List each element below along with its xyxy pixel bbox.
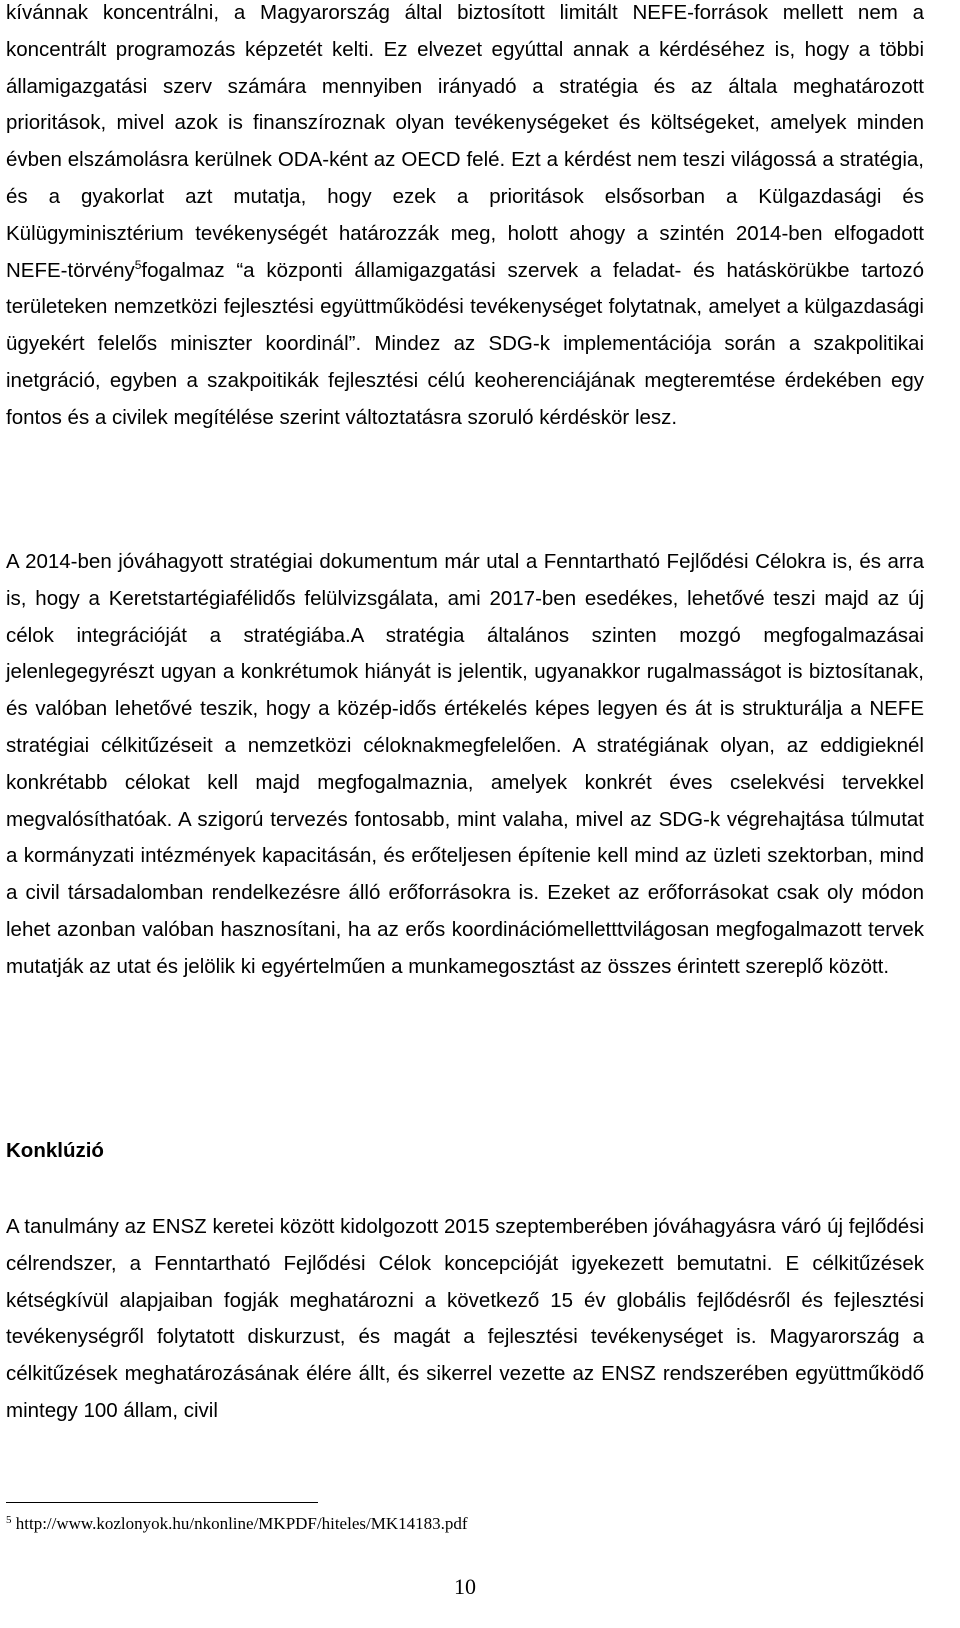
paragraph-1-text-part-a: kívánnak koncentrálni, a Magyarország által biztosított limitált NEFE-források mellett nem a koncentrált programozás képzetét kelti. Ez elvezet egyúttal annak a kérdéséhez is, hogy a többi államigazgatási szerv számára mennyiben irányadó a stratégia és az általa meghatározott prioritások, mivel azok is finanszíroznak olyan tevékenységeket és költségeket, amelyek minden évben elszámolásra kerülnek ODA-ként az OECD felé. Ezt a kérdést nem teszi világossá a stratégia, és a gyakorlat azt mutatja, hogy ezek a prioritások elsősorban a Külgazdasági és Külügyminisztérium tevékenységét határozzák meg, holott ahogy a szintén 2014-ben elfogadott NEFE-törvény (6, 1, 924, 282)
footnote-reference: 5 (134, 257, 142, 272)
paragraph-1-text-part-b: fogalmaz “a központi államigazgatási szervek a feladat- és hatáskörükbe tartozó területeken nemzetközi fejlesztési együttműködési tevékenységet folytatnak, amelyet a külgazdasági ügyekért felelős miniszter koordinál”. Mindez az SDG-k implementációja során a szakpolitikai inetgráció, egyben a szakpoitikák fejlesztési célú keoherenciájának megteremtése érdekében egy fontos és a civilek megítélése szerint változtatásra szoruló kérdéskör lesz. (6, 258, 924, 429)
body-paragraph-2: A 2014-ben jóváhagyott stratégiai dokumentum már utal a Fenntartható Fejlődési Célokra is, és arra is, hogy a Keretstartégiafélidős felülvizsgálata, ami 2017-ben esedékes, lehetővé teszi majd az új célok integrációját a stratégiába.A stratégia általános szinten mozgó megfogalmazásai jelenlegegyrészt ugyan a konkrétumok hiányát is jelentik, ugyanakkor rugalmasságot is biztosítanak, és valóban lehetővé teszik, hogy a közép-idős értékelés képes legyen és át is strukturálja a NEFE stratégiai célkitűzéseit a nemzetközi céloknakmegfelelően. A stratégiának olyan, az eddigieknél konkrétabb célokat kell majd megfogalmaznia, amelyek konkrét éves cselekvési tervekkel megvalósíthatóak. A szigorú tervezés fontosabb, mint valaha, mivel az SDG-k végrehajtása túlmutat a kormányzati intézmények kapacitásán, és erőteljesen építenie kell mind az üzleti szektorban, mind a civil társadalomban rendelkezésre álló erőforrásokra is. Ezeket az erőforrásokat csak oly módon lehet azonban valóban hasznosítani, ha az erős koordinációmelletttvilágosan megfogalmazott tervek mutatják az utat és jelölik ki egyértelműen a munkamegosztást az összes érintett szereplő között. (6, 550, 924, 978)
footnote-url: http://www.kozlonyok.hu/nkonline/MKPDF/hiteles/MK14183.pdf (11, 1514, 468, 1533)
body-paragraph-3: A tanulmány az ENSZ keretei között kidolgozott 2015 szeptemberében jóváhagyásra váró új fejlődési célrendszer, a Fenntartható Fejlődési Célok koncepcióját igyekezett bemutatni. E célkitűzések kétségkívül alapjaiban fogják meghatározni a következő 15 év globális fejlődésről és fejlesztési tevékenységről folytatott diskurzust, és magát a fejlesztési tevékenységet is. Magyarország a célkitűzések meghatározásának élére állt, és sikerrel vezette az ENSZ rendszerében együttműködő mintegy 100 állam, civil (6, 1215, 924, 1422)
body-paragraph-1 (6, 0, 924, 437)
footnote-separator (6, 1502, 318, 1503)
page-number: 10 (454, 1574, 476, 1599)
footnote-number: 5 (6, 1514, 12, 1526)
section-heading: Konklúzió (6, 1139, 104, 1162)
footnote (6, 1512, 468, 1536)
